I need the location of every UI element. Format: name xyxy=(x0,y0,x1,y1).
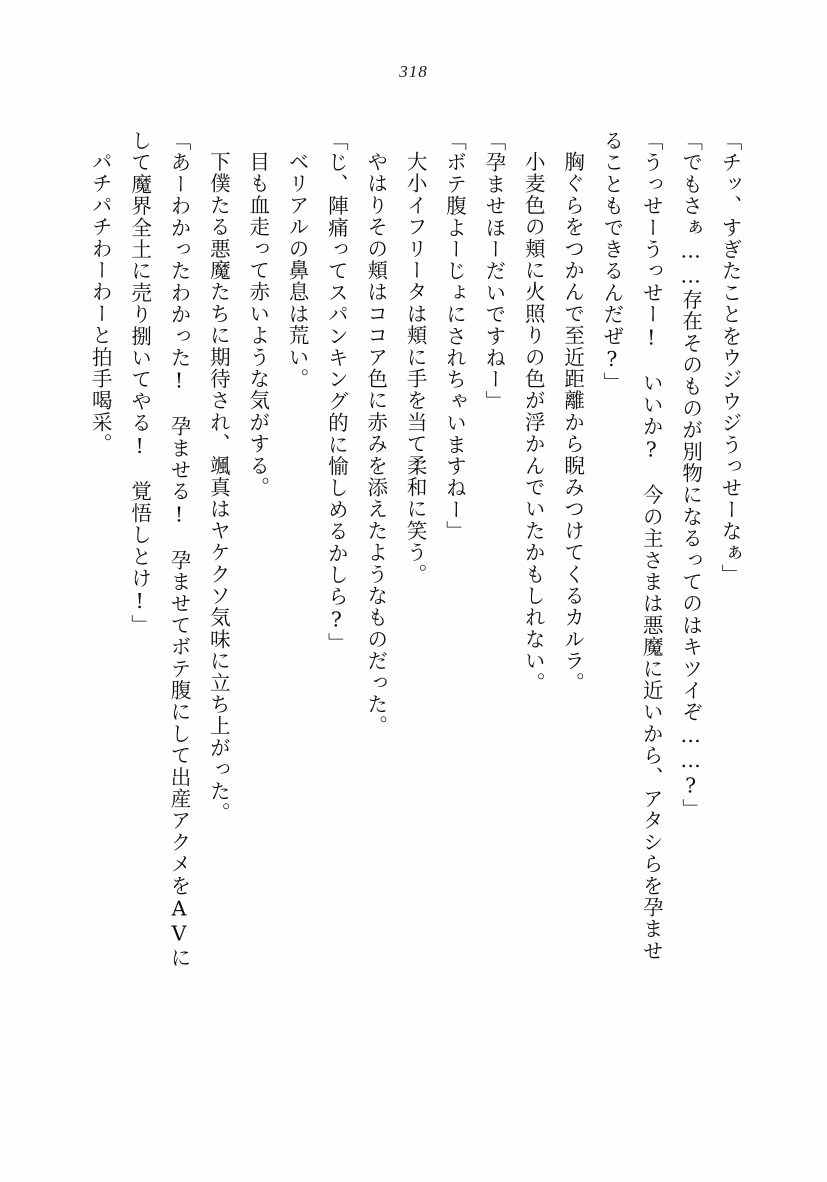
text-line: 「うっせーうっせー! いいか? 今の主さまは悪魔に近いから、アタシらを孕ませ xyxy=(639,130,664,962)
text-line: して魔界全土に売り捌いてやる! 覚悟しとけ!」 xyxy=(127,130,152,637)
text-line: やはりその頬はココア色に赤みを添えたようなものだった。 xyxy=(363,151,388,737)
text-line: 「孕ませほーだいですねー」 xyxy=(481,130,506,413)
text-line: ベリアルの鼻息は荒い。 xyxy=(285,151,310,390)
text-line: 大小イフリータは頬に手を当て柔和に笑う。 xyxy=(403,151,428,585)
text-line: 「でもさぁ……存在そのものが別物になるってのはキツイぞ……?」 xyxy=(678,130,703,821)
page-number: 318 xyxy=(399,62,428,81)
text-line: 「チッ、すぎたことをウジウジうっせーなぁ」 xyxy=(718,130,742,586)
text-line: 目も血走って赤いような気がする。 xyxy=(245,151,270,499)
text-line: ることもできるんだぜ?」 xyxy=(599,130,624,394)
text-line: パチパチわーわーと拍手喝采。 xyxy=(88,151,113,455)
text-line: 「ボテ腹よーじょにされちゃいますねー」 xyxy=(442,130,467,543)
text-line: 「あーわかったわかった! 孕ませる! 孕ませてボテ腹にして出産アクメをAVに xyxy=(166,130,191,969)
text-line: 「じ、陣痛ってスパンキング的に愉しめるかしら?」 xyxy=(324,130,349,655)
text-line: 下僕たる悪魔たちに期待され、颯真はヤケクソ気味に立ち上がった。 xyxy=(206,151,231,824)
text-line: 胸ぐらをつかんで至近距離から睨みつけてくるカルラ。 xyxy=(560,151,585,694)
body-text xyxy=(88,130,749,1090)
text-line: 小麦色の頬に火照りの色が浮かんでいたかもしれない。 xyxy=(521,151,546,694)
